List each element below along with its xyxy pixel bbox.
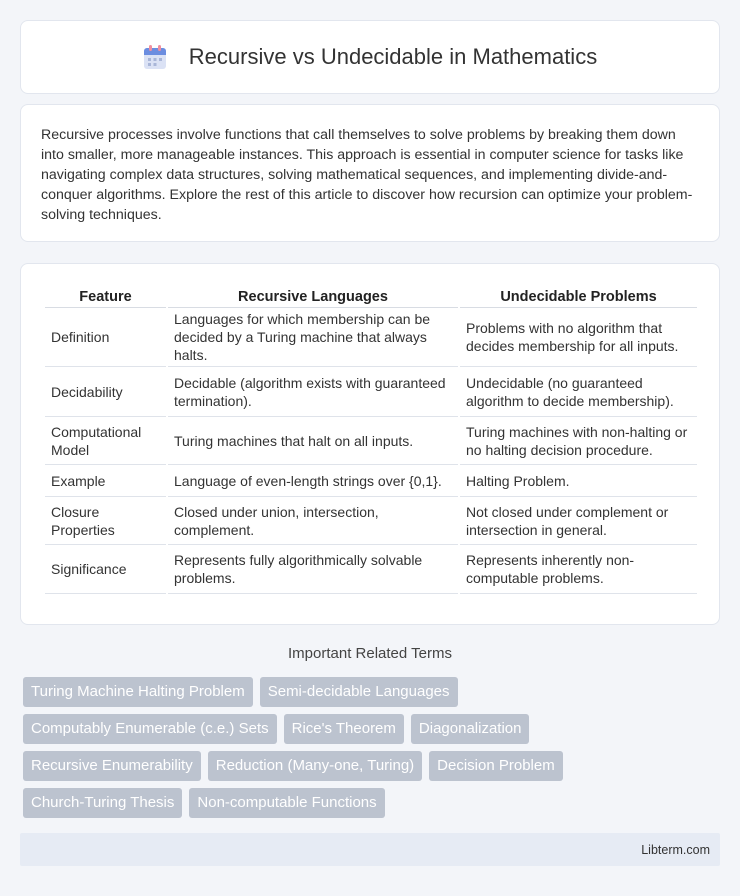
cell-recursive: Turing machines that halt on all inputs. bbox=[168, 417, 458, 465]
intro-text: Recursive processes involve functions that call themselves to solve problems by breaking them down into smaller, more manageable instances. This approach is essential in computer science for tasks like navigating complex data structures, solving mathematical sequences, and implementing divide-and-conquer algorithms. Explore the rest of this article to discover how recursion can optimize your problem-solving techniques. bbox=[41, 127, 693, 223]
header-recursive: Recursive Languages bbox=[168, 286, 458, 308]
table-row bbox=[45, 545, 697, 594]
cell-recursive: Represents fully algorithmically solvable problems. bbox=[168, 545, 458, 594]
cell-undecidable: Not closed under complement or intersection in general. bbox=[460, 497, 697, 545]
tag-rices-theorem[interactable]: Rice's Theorem bbox=[284, 714, 404, 744]
header-undecidable: Undecidable Problems bbox=[460, 286, 697, 308]
table-row bbox=[45, 367, 697, 417]
footer bbox=[20, 833, 720, 866]
tag-row bbox=[23, 714, 723, 744]
tag-row bbox=[23, 788, 723, 818]
cell-undecidable: Represents inherently non-computable problems. bbox=[460, 545, 697, 594]
tag-non-computable[interactable]: Non-computable Functions bbox=[189, 788, 384, 818]
tag-row bbox=[23, 751, 723, 781]
cell-feature: Example bbox=[45, 465, 166, 497]
tag-diagonalization[interactable]: Diagonalization bbox=[411, 714, 530, 744]
tag-row bbox=[23, 677, 723, 707]
header-card bbox=[20, 20, 720, 94]
table-row bbox=[45, 308, 697, 367]
footer-site-link[interactable]: Libterm.com bbox=[641, 842, 710, 857]
cell-recursive: Language of even-length strings over {0,1}. bbox=[168, 465, 458, 497]
cell-recursive: Languages for which membership can be decided by a Turing machine that always halts. bbox=[168, 308, 458, 367]
cell-feature: Definition bbox=[45, 308, 166, 367]
tag-semi-decidable[interactable]: Semi-decidable Languages bbox=[260, 677, 458, 707]
cell-recursive: Closed under union, intersection, complement. bbox=[168, 497, 458, 545]
cell-recursive: Decidable (algorithm exists with guaranteed termination). bbox=[168, 367, 458, 417]
cell-undecidable: Halting Problem. bbox=[460, 465, 697, 497]
cell-feature: Closure Properties bbox=[45, 497, 166, 545]
cell-undecidable: Turing machines with non-halting or no halting decision procedure. bbox=[460, 417, 697, 465]
related-terms-title: Important Related Terms bbox=[288, 645, 452, 662]
table-row bbox=[45, 497, 697, 545]
tag-ce-sets[interactable]: Computably Enumerable (c.e.) Sets bbox=[23, 714, 277, 744]
table-row bbox=[45, 465, 697, 497]
page-title: Recursive vs Undecidable in Mathematics bbox=[188, 44, 598, 69]
comparison-table bbox=[43, 286, 699, 594]
cell-feature: Decidability bbox=[45, 367, 166, 417]
cell-undecidable: Undecidable (no guaranteed algorithm to decide membership). bbox=[460, 367, 697, 417]
cell-undecidable: Problems with no algorithm that decides membership for all inputs. bbox=[460, 308, 697, 367]
tag-church-turing[interactable]: Church-Turing Thesis bbox=[23, 788, 182, 818]
header-feature: Feature bbox=[45, 286, 166, 308]
tag-halting-problem[interactable]: Turing Machine Halting Problem bbox=[23, 677, 253, 707]
related-terms bbox=[23, 677, 723, 825]
tag-recursive-enumerability[interactable]: Recursive Enumerability bbox=[23, 751, 201, 781]
calendar-icon bbox=[143, 44, 167, 70]
cell-feature: Computational Model bbox=[45, 417, 166, 465]
cell-feature: Significance bbox=[45, 545, 166, 594]
table-header-row bbox=[45, 286, 697, 308]
comparison-table-card bbox=[20, 263, 720, 625]
intro-card bbox=[20, 104, 720, 242]
tag-decision-problem[interactable]: Decision Problem bbox=[429, 751, 563, 781]
tag-reduction[interactable]: Reduction (Many-one, Turing) bbox=[208, 751, 422, 781]
table-row bbox=[45, 417, 697, 465]
